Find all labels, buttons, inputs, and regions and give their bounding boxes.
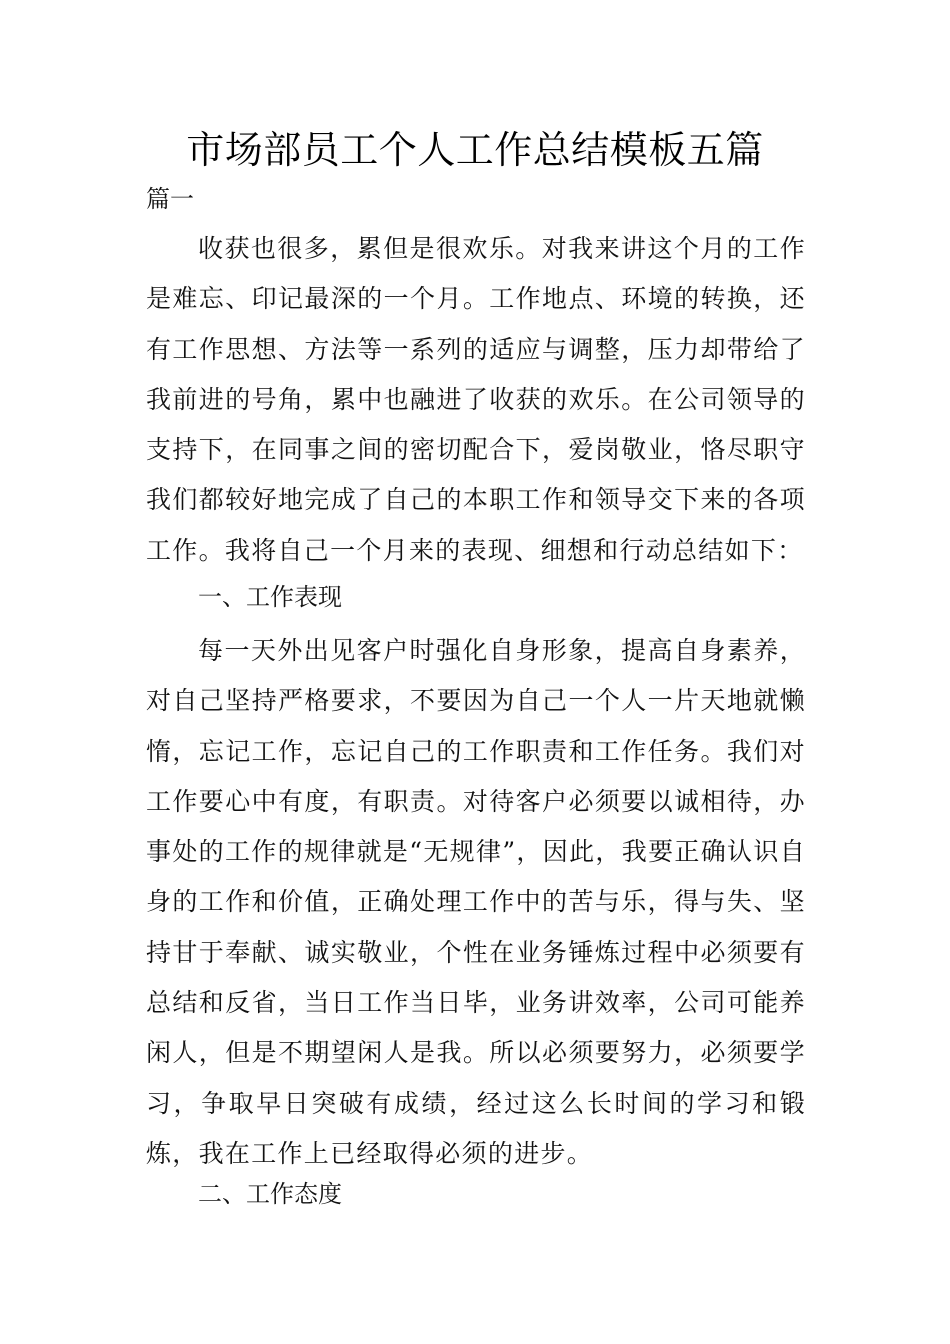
document-title: 市场部员工个人工作总结模板五篇 [186,128,764,172]
heading-work-performance: 一、工作表现 [198,583,342,611]
paragraph-1: 收获也很多，累但是很欢乐。对我来讲这个月的工作是难忘、印记最深的一个月。工作地点、环境的转换，还有工作思想、方法等一系列的适应与调整，压力却带给了我前进的号角，累中也融进了收获的欢乐。在公司领导的支持下，在同事之间的密切配合下，爱岗敬业，恪尽职守我们都较好地完成了自己的本职工作和领导交下来的各项工作。我将自己一个月来的表现、细想和行动总结如下： [146,234,806,565]
paragraph-2: 每一天外出见客户时强化自身形象，提高自身素养，对自己坚持严格要求，不要因为自己一个人一片天地就懒惰，忘记工作，忘记自己的工作职责和工作任务。我们对工作要心中有度，有职责。对待客户必须要以诚相待，办事处的工作的规律就是“无规律”，因此，我要正确认识自身的工作和价值，正确处理工作中的苦与乐，得与失、坚持甘于奉献、诚实敬业，个性在业务锤炼过程中必须要有总结和反省，当日工作当日毕，业务讲效率，公司可能养闲人，但是不期望闲人是我。所以必须要努力，必须要学习，争取早日突破有成绩，经过这么长时间的学习和锻炼，我在工作上已经取得必须的进步。 [146,636,806,1168]
section-label: 篇一 [146,185,194,213]
heading-work-attitude: 二、工作态度 [198,1180,342,1208]
